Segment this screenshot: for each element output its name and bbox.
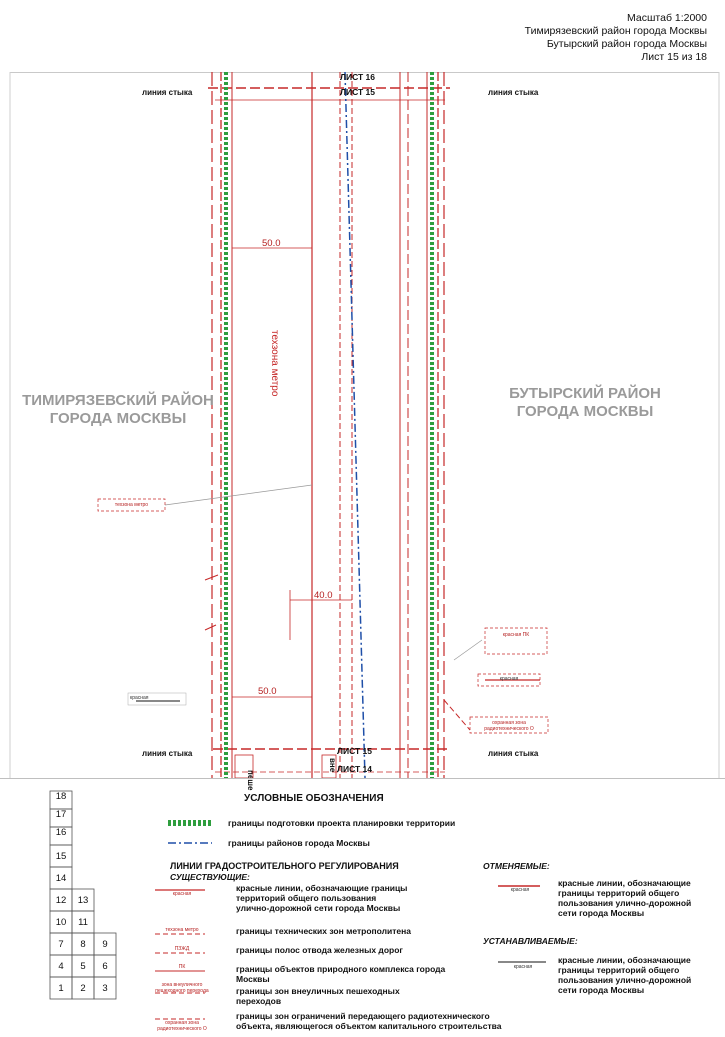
left-district-line-1: ТИМИРЯЗЕВСКИЙ РАЙОН xyxy=(22,392,214,409)
index-18: 18 xyxy=(55,791,67,802)
scale-label: Масштаб 1:2000 xyxy=(627,12,707,24)
left-district-label xyxy=(18,392,218,428)
index-12: 12 xyxy=(55,895,67,906)
legend-pedestrian-2: переходов xyxy=(236,996,282,1006)
leader-metro xyxy=(165,485,312,505)
index-16: 16 xyxy=(55,827,67,838)
district-title-1: Тимирязевский район города Москвы xyxy=(524,25,707,37)
callout-radio-line-1: охранная зона xyxy=(492,720,526,726)
join-line-label-bottom-left: линия стыка xyxy=(142,749,193,758)
symbol-radio-label xyxy=(150,1020,214,1032)
callout-red-label: красная xyxy=(130,695,149,701)
bottom-fragment-2: вне xyxy=(328,758,337,773)
symbol-rail-label: ПЗЖД xyxy=(174,946,190,952)
join-line-label-top-left: линия стыка xyxy=(142,88,193,97)
symbol-establish-label: красная xyxy=(513,964,533,970)
join-line-label-bottom-right: линия стыка xyxy=(488,749,539,758)
legend-title: УСЛОВНЫЕ ОБОЗНАЧЕНИЯ xyxy=(244,793,384,804)
sheet-label-top: ЛИСТ 16 xyxy=(340,72,376,82)
legend-district-border: границы районов города Москвы xyxy=(228,838,370,848)
index-11: 11 xyxy=(78,917,88,928)
legend-red-lines-3: улично-дорожной сети города Москвы xyxy=(236,903,401,913)
legend-red-lines-2: территорий общего пользования xyxy=(236,893,377,903)
legend-red-lines xyxy=(236,883,407,913)
legend-radio-1: границы зон ограничений передающего радиотехнического xyxy=(236,1011,490,1021)
callout-radio-line-2: радиотехнического О xyxy=(484,726,534,732)
index-9: 9 xyxy=(102,939,108,950)
legend-establish-red-4: сети города Москвы xyxy=(558,985,645,995)
index-13: 13 xyxy=(77,895,89,906)
sheet-label-current-top: ЛИСТ 15 xyxy=(340,87,376,97)
index-17: 17 xyxy=(55,809,67,820)
callout-radio-label xyxy=(470,720,548,732)
symbol-radio-line-2: радиотехнического О xyxy=(157,1026,207,1032)
left-district-line-2: ГОРОДА МОСКВЫ xyxy=(49,410,187,427)
symbol-metro-label: техзона метро xyxy=(165,927,199,933)
legend-pedestrian-1: границы зон внеуличных пешеходных xyxy=(236,986,400,996)
district-boundary xyxy=(345,72,365,778)
legend-nature-2: Москвы xyxy=(236,974,270,984)
symbol-ped-line-1: зона внеуличного xyxy=(161,982,203,988)
bottom-fragment-1: пеше xyxy=(246,770,255,791)
callout-metro-label: техзона метро xyxy=(114,502,149,508)
symbol-ped-label xyxy=(150,982,214,994)
symbol-ped-line-2: пешеходного перехода xyxy=(155,988,209,994)
index-4: 4 xyxy=(58,961,64,972)
callout-pk-label: красная ПК xyxy=(502,632,530,638)
dimension-label-3: 50.0 xyxy=(258,686,277,697)
legend-nature xyxy=(236,964,445,984)
sheet-label-current-bottom: ЛИСТ 15 xyxy=(337,746,373,756)
sheet-number: Лист 15 из 18 xyxy=(641,51,707,63)
right-district-label xyxy=(480,385,690,421)
index-8: 8 xyxy=(80,939,86,950)
legend-establish-red-2: границы территорий общего xyxy=(558,965,680,975)
symbol-pk-label: ПК xyxy=(178,964,186,970)
leader-pk xyxy=(454,640,482,660)
legend-cancelled-header: ОТМЕНЯЕМЫЕ: xyxy=(483,861,550,871)
legend-existing-header: СУЩЕСТВУЮЩИЕ: xyxy=(170,872,250,882)
legend-pedestrian xyxy=(236,986,400,1006)
sheet-label-bottom: ЛИСТ 14 xyxy=(337,764,373,774)
dimension-label-1: 50.0 xyxy=(262,238,281,249)
join-line-label-top-right: линия стыка xyxy=(488,88,539,97)
index-15: 15 xyxy=(55,851,67,862)
right-district-line-2: ГОРОДА МОСКВЫ xyxy=(516,403,654,420)
legend-cancel-red xyxy=(558,878,691,918)
legend-radio-2: объекта, являющегося объектом капитального строительства xyxy=(236,1021,502,1031)
callout-red2-label: красная xyxy=(499,676,519,682)
legend-planning-border: границы подготовки проекта планировки территории xyxy=(228,818,456,828)
district-title-2: Бутырский район города Москвы xyxy=(546,38,707,50)
metro-zone-rotated-label: техзона метро xyxy=(269,330,280,397)
right-district-line-1: БУТЫРСКИЙ РАЙОН xyxy=(509,385,661,402)
index-7: 7 xyxy=(58,939,64,950)
index-10: 10 xyxy=(55,917,67,928)
index-5: 5 xyxy=(80,961,86,972)
index-6: 6 xyxy=(102,961,108,972)
legend-establish-red xyxy=(558,955,691,995)
legend-established-header: УСТАНАВЛИВАЕМЫЕ: xyxy=(483,936,578,946)
legend-cancel-red-1: красные линии, обозначающие xyxy=(558,878,691,888)
index-1: 1 xyxy=(58,983,64,994)
index-2: 2 xyxy=(80,983,86,994)
legend-cancel-red-2: границы территорий общего xyxy=(558,888,680,898)
dimension-label-2: 40.0 xyxy=(314,590,333,601)
legend-establish-red-3: пользования улично-дорожной xyxy=(558,975,692,985)
legend-panel xyxy=(0,778,725,1037)
index-14: 14 xyxy=(55,873,67,884)
legend-metro-zones: границы технических зон метрополитена xyxy=(236,926,412,936)
symbol-red-label: красная xyxy=(172,891,192,897)
legend-nature-1: границы объектов природного комплекса города xyxy=(236,964,446,974)
legend-regulation-header: ЛИНИИ ГРАДОСТРОИТЕЛЬНОГО РЕГУЛИРОВАНИЯ xyxy=(170,861,399,871)
leader-radio xyxy=(444,700,470,730)
index-3: 3 xyxy=(102,983,108,994)
legend-red-lines-1: красные линии, обозначающие границы xyxy=(236,883,408,893)
legend-cancel-red-3: пользования улично-дорожной xyxy=(558,898,692,908)
kink-mark-2 xyxy=(205,625,216,630)
legend-establish-red-1: красные линии, обозначающие xyxy=(558,955,691,965)
symbol-radio-line-1: охранная зона xyxy=(165,1020,199,1026)
legend-rail-strips: границы полос отвода железных дорог xyxy=(236,945,403,955)
legend-radio xyxy=(236,1011,501,1031)
symbol-cancel-label: красная xyxy=(510,887,530,893)
legend-cancel-red-4: сети города Москвы xyxy=(558,908,645,918)
